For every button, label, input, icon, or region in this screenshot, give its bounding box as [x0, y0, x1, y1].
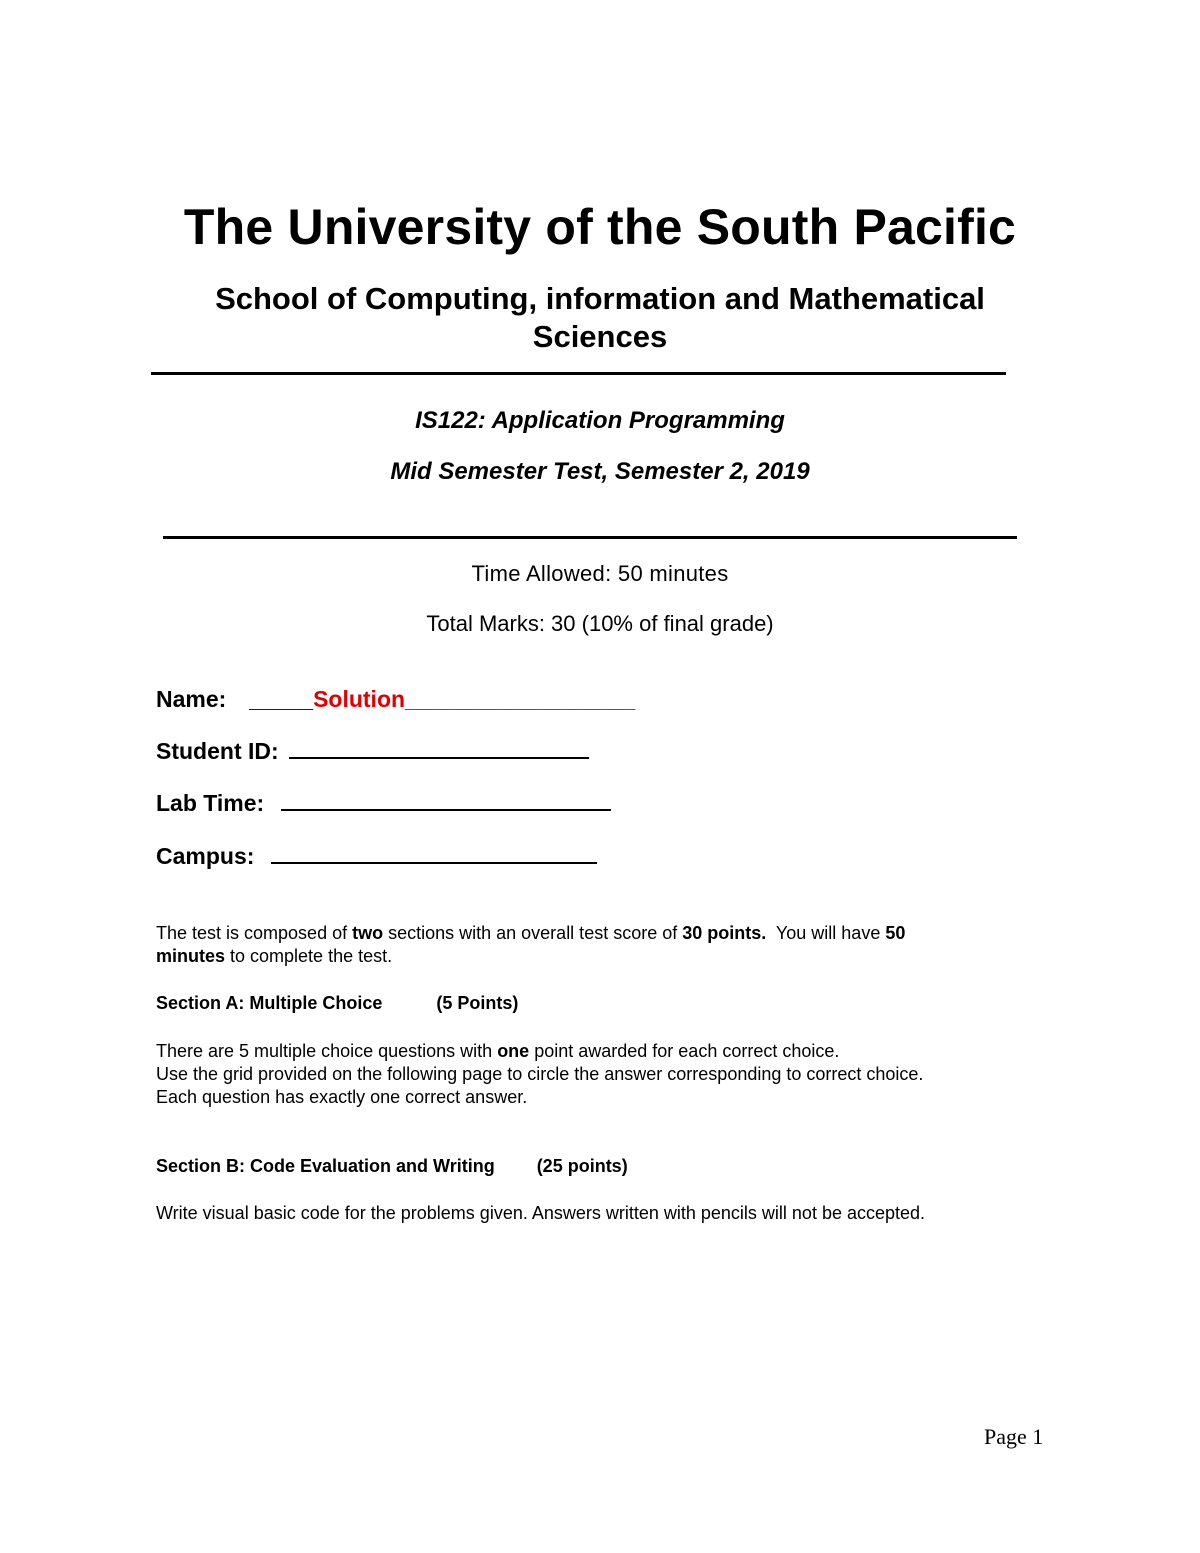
lab-time-blank	[281, 789, 611, 811]
intro-paragraph	[156, 922, 1056, 968]
section-b-description: Write visual basic code for the problems given. Answers written with pencils will not be accepted.	[156, 1203, 926, 1223]
intro-line1	[156, 922, 1056, 945]
campus-field	[156, 842, 597, 870]
section-a-text-post: point awarded for each correct choice.	[529, 1041, 840, 1061]
total-marks: Total Marks: 30 (10% of final grade)	[426, 611, 774, 636]
intro-bold-two: two	[352, 923, 384, 943]
school-name-line1: School of Computing, information and Mathematical	[215, 281, 985, 316]
section-a-line1	[156, 1040, 1056, 1063]
section-b-points: (25 points)	[536, 1156, 628, 1176]
intro-text-3: You will have	[766, 923, 886, 943]
student-id-blank	[289, 737, 589, 759]
school-name	[0, 280, 1200, 356]
intro-bold-minutes: minutes	[156, 946, 226, 966]
intro-bold-points: 30 points.	[682, 923, 767, 943]
section-a-description	[156, 1040, 1056, 1109]
name-label: Name:	[156, 686, 227, 712]
section-a-title: Section A: Multiple Choice	[156, 993, 383, 1013]
campus-blank	[271, 842, 597, 864]
name-blank-prefix: _____	[249, 686, 314, 712]
name-blank-suffix: __________________	[405, 686, 636, 712]
intro-text-4: to complete the test.	[225, 946, 393, 966]
section-a-bold-one: one	[497, 1041, 530, 1061]
section-a-heading	[156, 993, 518, 1014]
section-a-line2: Use the grid provided on the following page to circle the answer corresponding to correct choice.	[156, 1064, 924, 1084]
section-b-title: Section B: Code Evaluation and Writing	[156, 1156, 495, 1176]
intro-text-1: The test is composed of	[156, 923, 353, 943]
test-name: Mid Semester Test, Semester 2, 2019	[390, 458, 810, 485]
student-id-label: Student ID:	[156, 738, 279, 764]
section-a-line3: Each question has exactly one correct answer.	[156, 1087, 528, 1107]
campus-label: Campus:	[156, 843, 255, 869]
lab-time-field	[156, 789, 611, 817]
student-id-field	[156, 737, 589, 765]
section-a-text-pre: There are 5 multiple choice questions with	[156, 1041, 498, 1061]
time-allowed: Time Allowed: 50 minutes	[471, 561, 729, 586]
header-divider	[151, 372, 1006, 375]
course-divider	[163, 536, 1017, 539]
intro-line2	[156, 945, 1056, 968]
university-title: The University of the South Pacific	[183, 199, 1017, 255]
intro-bold-50: 50	[885, 923, 906, 943]
name-field	[156, 686, 635, 713]
section-a-points: (5 Points)	[436, 993, 519, 1013]
course-title: IS122: Application Programming	[415, 407, 785, 434]
school-name-line2: Sciences	[532, 319, 668, 354]
lab-time-label: Lab Time:	[156, 790, 265, 816]
section-b-heading	[156, 1156, 628, 1177]
name-value: Solution	[313, 686, 406, 712]
page-number: Page 1	[984, 1424, 1044, 1449]
intro-text-2: sections with an overall test score of	[383, 923, 683, 943]
